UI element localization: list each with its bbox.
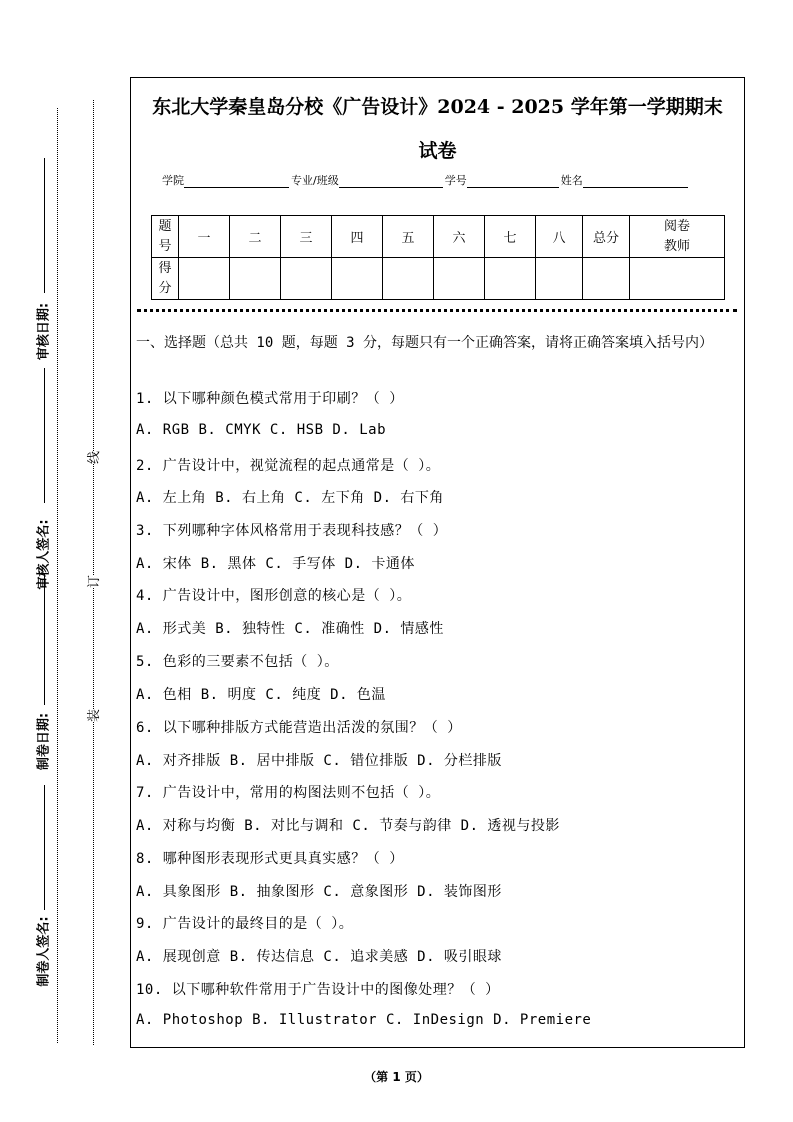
- question-2: 2. 广告设计中，视觉流程的起点通常是（ ）。: [136, 458, 441, 474]
- header-cell-2: 二: [230, 216, 281, 258]
- reviewer-signature-label: 审核人签名:: [36, 519, 52, 590]
- question-3: 3. 下列哪种字体风格常用于表现科技感？（ ）: [136, 523, 448, 539]
- score-cell[interactable]: [230, 258, 281, 300]
- score-cell[interactable]: [434, 258, 485, 300]
- header-cell-question-no: 题 号: [152, 216, 179, 258]
- question-7: 7. 广告设计中，常用的构图法则不包括（ ）。: [136, 785, 441, 801]
- score-row-label: 得 分: [152, 258, 179, 300]
- make-date-label: 制卷日期:: [36, 712, 52, 771]
- score-cell-reviewer[interactable]: [630, 258, 725, 300]
- options-3: A. 宋体 B. 黑体 C. 手写体 D. 卡通体: [136, 556, 415, 572]
- options-5: A. 色相 B. 明度 C. 纯度 D. 色温: [136, 687, 386, 703]
- header-cell-6: 六: [434, 216, 485, 258]
- field-major-blank[interactable]: [339, 175, 443, 188]
- header-cell-4: 四: [332, 216, 383, 258]
- question-1: 1. 以下哪种颜色模式常用于印刷？（ ）: [136, 391, 404, 407]
- header-cell-8: 八: [536, 216, 583, 258]
- question-4: 4. 广告设计中，图形创意的核心是（ ）。: [136, 588, 412, 604]
- score-cell[interactable]: [179, 258, 230, 300]
- score-cell[interactable]: [281, 258, 332, 300]
- binding-dotted-line-outer: [57, 108, 58, 1043]
- score-table: [151, 215, 725, 300]
- header-cell-reviewer: 阅卷 教师: [630, 216, 725, 258]
- question-6: 6. 以下哪种排版方式能营造出活泼的氛围？（ ）: [136, 720, 462, 736]
- binding-char-line: 线: [83, 451, 102, 464]
- binding-char-staple: 订: [83, 575, 102, 588]
- maker-signature-rule: [44, 785, 45, 910]
- section1-heading: 一、选择题（总共 10 题，每题 3 分，每题只有一个正确答案，请将正确答案填入括号内）: [136, 335, 713, 351]
- options-8: A. 具象图形 B. 抽象图形 C. 意象图形 D. 装饰图形: [136, 884, 502, 900]
- exam-title-line1: 东北大学秦皇岛分校《广告设计》2024 - 2025 学年第一学期期末: [152, 96, 723, 118]
- question-9: 9. 广告设计的最终目的是（ ）。: [136, 916, 354, 932]
- header-cell-7: 七: [485, 216, 536, 258]
- header-cell-total: 总分: [583, 216, 630, 258]
- question-10: 10. 以下哪种软件常用于广告设计中的图像处理？（ ）: [136, 982, 500, 998]
- score-cell[interactable]: [332, 258, 383, 300]
- question-8: 8. 哪种图形表现形式更具真实感？（ ）: [136, 851, 404, 867]
- student-info-row: [162, 172, 690, 188]
- exam-title-line2: 试卷: [418, 140, 457, 162]
- exam-title: [131, 85, 744, 173]
- review-date-rule: [44, 158, 45, 293]
- options-4: A. 形式美 B. 独特性 C. 准确性 D. 情感性: [136, 621, 444, 637]
- dotted-separator: [137, 309, 737, 312]
- field-id-label: 学号: [444, 174, 467, 187]
- score-table-score-row: [152, 258, 725, 300]
- binding-dotted-line-inner: [93, 100, 94, 1045]
- field-id-blank[interactable]: [467, 175, 559, 188]
- options-1: A. RGB B. CMYK C. HSB D. Lab: [136, 422, 387, 438]
- field-name-blank[interactable]: [583, 175, 688, 188]
- field-college-label: 学院: [162, 174, 184, 187]
- options-7: A. 对称与均衡 B. 对比与调和 C. 节奏与韵律 D. 透视与投影: [136, 818, 560, 834]
- binding-char-bind: 装: [83, 709, 102, 722]
- header-cell-1: 一: [179, 216, 230, 258]
- review-date-label: 审核日期:: [36, 302, 52, 361]
- reviewer-signature-rule: [44, 368, 45, 503]
- field-name-label: 姓名: [560, 174, 583, 187]
- score-cell[interactable]: [485, 258, 536, 300]
- maker-signature-label: 制卷人签名:: [36, 916, 52, 987]
- header-cell-3: 三: [281, 216, 332, 258]
- header-cell-5: 五: [383, 216, 434, 258]
- score-table-header-row: [152, 216, 725, 258]
- score-cell-total[interactable]: [583, 258, 630, 300]
- page-number: （第 1 页）: [364, 1070, 429, 1084]
- options-9: A. 展现创意 B. 传达信息 C. 追求美感 D. 吸引眼球: [136, 949, 502, 965]
- options-2: A. 左上角 B. 右上角 C. 左下角 D. 右下角: [136, 490, 444, 506]
- score-cell[interactable]: [383, 258, 434, 300]
- options-6: A. 对齐排版 B. 居中排版 C. 错位排版 D. 分栏排版: [136, 753, 502, 769]
- field-major-label: 专业/班级: [291, 174, 339, 187]
- field-college-blank[interactable]: [184, 175, 289, 188]
- options-10: A. Photoshop B. Illustrator C. InDesign D. Premiere: [136, 1012, 592, 1028]
- score-cell[interactable]: [536, 258, 583, 300]
- question-5: 5. 色彩的三要素不包括（ ）。: [136, 654, 339, 670]
